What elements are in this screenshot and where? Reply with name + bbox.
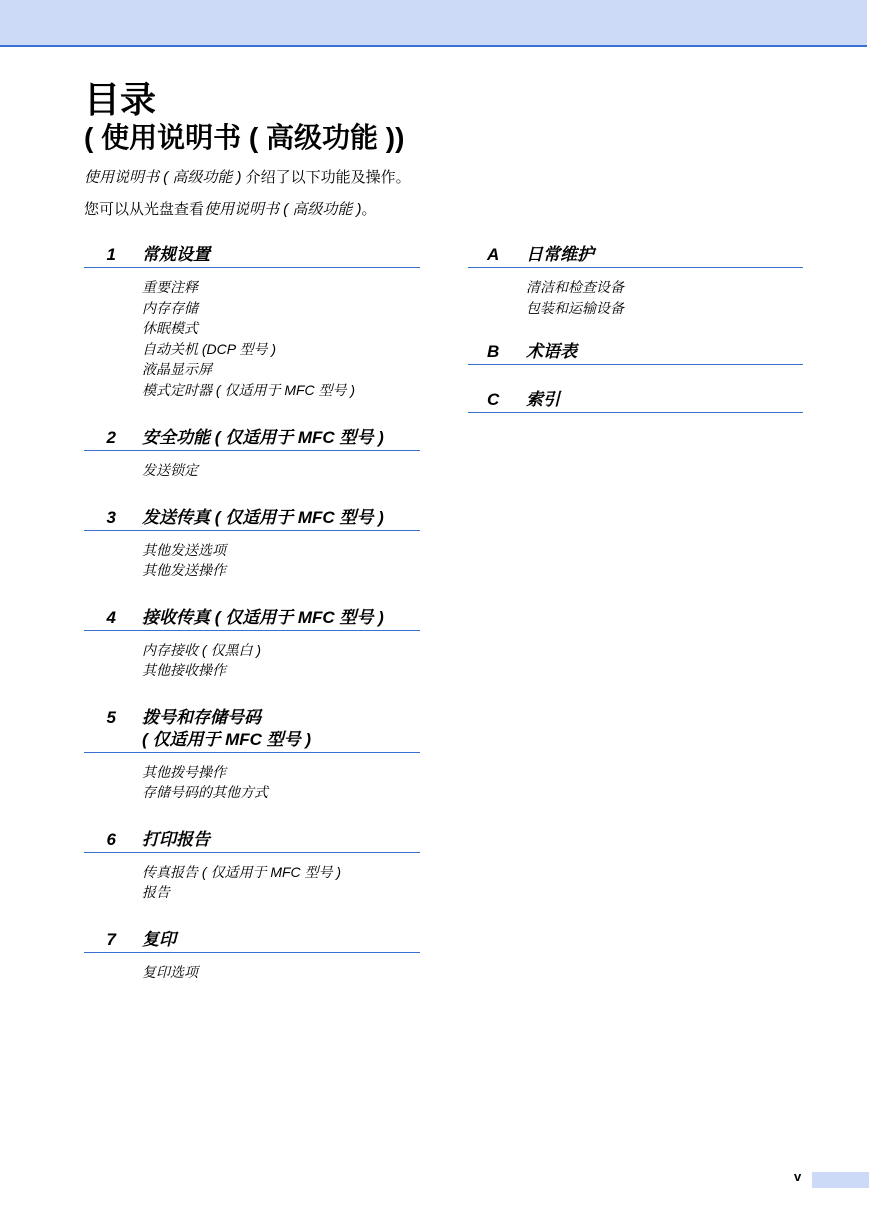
section-number: 3 (106, 507, 116, 527)
section-title[interactable]: 接收传真 ( 仅适用于 MFC 型号 ) (142, 607, 384, 627)
section-title[interactable]: 复印 (142, 929, 176, 949)
section-title-continued[interactable]: ( 仅适用于 MFC 型号 ) (142, 729, 312, 749)
section-heading[interactable] (84, 427, 420, 451)
section-heading[interactable] (84, 244, 420, 268)
toc-item[interactable]: 其他接收操作 (142, 662, 226, 678)
intro-text: 您可以从光盘查看 (84, 201, 205, 218)
section-items (142, 953, 420, 983)
section-items (526, 268, 803, 318)
section-title[interactable]: 常规设置 (142, 245, 210, 264)
intro-text: 。 (361, 201, 377, 218)
section-letter: B (487, 342, 500, 361)
page-subtitle: ( 使用说明书 ( 高级功能 )) (84, 122, 405, 153)
section-title[interactable]: 拨号和存储号码 (142, 707, 261, 727)
toc-item[interactable]: 其他发送操作 (142, 562, 226, 578)
toc-item[interactable]: 自动关机 (DCP 型号 ) (142, 340, 277, 357)
toc-left-column (84, 244, 420, 982)
section-title[interactable]: 术语表 (526, 342, 577, 361)
section-heading[interactable] (468, 389, 803, 413)
section-heading[interactable] (84, 829, 420, 853)
section-number: 6 (106, 829, 116, 849)
toc-section-a[interactable] (468, 244, 803, 318)
page-tab-marker (812, 1172, 869, 1188)
section-heading[interactable] (84, 929, 420, 953)
intro-line-1 (84, 168, 411, 188)
intro-book-name: 使用说明书 ( 高级功能 ) (204, 201, 362, 218)
section-number: 7 (106, 929, 116, 949)
toc-right-column (468, 244, 803, 413)
toc-item[interactable]: 重要注释 (142, 279, 198, 295)
section-heading[interactable] (468, 341, 803, 365)
section-items (142, 451, 420, 481)
toc-section-4[interactable] (84, 607, 420, 681)
section-items (142, 268, 420, 400)
page-title: 目录 (84, 79, 157, 120)
toc-item[interactable]: 其他拨号操作 (142, 763, 226, 780)
toc-item[interactable]: 其他发送选项 (142, 541, 226, 558)
toc-section-6[interactable] (84, 829, 420, 903)
section-heading[interactable] (84, 707, 420, 753)
section-letter: A (487, 245, 500, 264)
section-items (142, 531, 420, 581)
section-title[interactable]: 打印报告 (142, 829, 210, 849)
section-heading[interactable] (84, 507, 420, 531)
page-number: v (794, 1169, 802, 1184)
section-number: 2 (106, 428, 116, 447)
toc-item[interactable]: 液晶显示屏 (142, 361, 212, 377)
section-items (142, 631, 420, 681)
intro-book-name: 使用说明书 ( 高级功能 ) (84, 169, 242, 186)
section-items (142, 753, 420, 803)
toc-section-5[interactable] (84, 707, 420, 803)
toc-item[interactable]: 发送锁定 (142, 462, 198, 478)
toc-item[interactable]: 存储号码的其他方式 (142, 784, 268, 800)
section-title[interactable]: 日常维护 (526, 245, 594, 264)
section-items (142, 853, 420, 903)
section-title[interactable]: 索引 (526, 390, 560, 409)
intro-line-2 (84, 200, 377, 220)
toc-item[interactable]: 内存接收 ( 仅黑白 ) (142, 641, 261, 658)
toc-section-7[interactable] (84, 929, 420, 983)
section-title[interactable]: 发送传真 ( 仅适用于 MFC 型号 ) (142, 507, 384, 527)
section-heading[interactable] (84, 607, 420, 631)
section-letter: C (487, 390, 500, 409)
toc-section-c[interactable] (468, 389, 803, 413)
toc-section-b[interactable] (468, 341, 803, 365)
toc-section-3[interactable] (84, 507, 420, 581)
header-band (0, 0, 867, 47)
toc-item[interactable]: 复印选项 (142, 963, 198, 980)
toc-item[interactable]: 报告 (142, 884, 170, 900)
toc-section-2[interactable] (84, 427, 420, 481)
section-heading[interactable] (468, 244, 803, 268)
toc-section-1[interactable] (84, 244, 420, 400)
toc-item[interactable]: 传真报告 ( 仅适用于 MFC 型号 ) (142, 863, 342, 880)
intro-text: 介绍了以下功能及操作。 (241, 169, 411, 186)
toc-item[interactable]: 内存存储 (142, 299, 198, 316)
toc-item[interactable]: 清洁和检查设备 (526, 279, 624, 295)
toc-item[interactable]: 包装和运输设备 (526, 299, 624, 316)
section-number: 4 (106, 607, 116, 627)
toc-item[interactable]: 休眠模式 (142, 320, 198, 336)
section-number: 1 (106, 245, 116, 264)
section-title[interactable]: 安全功能 ( 仅适用于 MFC 型号 ) (142, 428, 384, 447)
section-number: 5 (106, 707, 116, 727)
toc-item[interactable]: 模式定时器 ( 仅适用于 MFC 型号 ) (142, 381, 356, 398)
